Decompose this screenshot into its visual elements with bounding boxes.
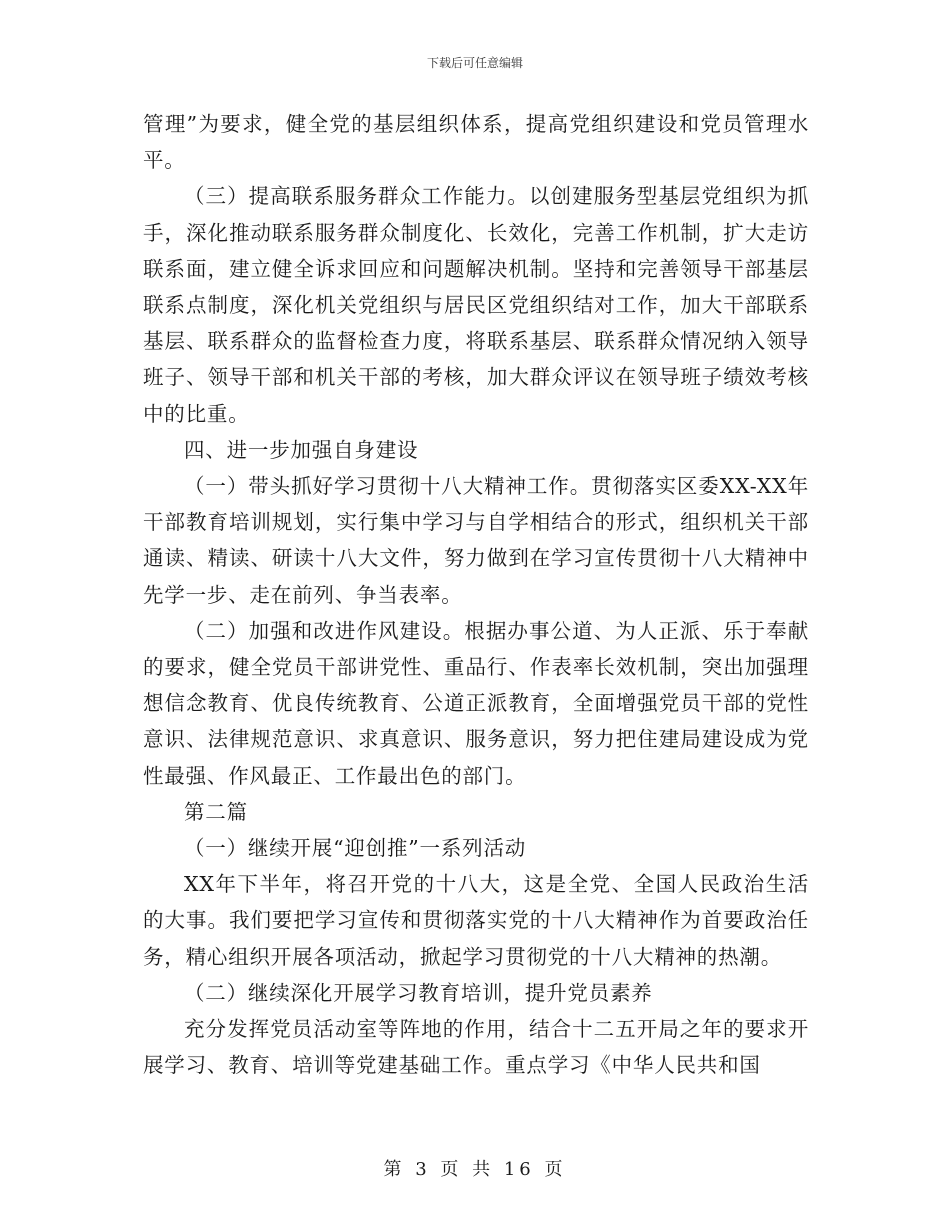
paragraph: XX年下半年，将召开党的十八大，这是全党、全国人民政治生活的大事。我们要把学习宣传和贯彻落实党的十八大精神作为首要政治任务，精心组织开展各项活动，掀起学习贯彻党的十八大精神的热潮。 — [143, 872, 809, 969]
paragraph: 充分发挥党员活动室等阵地的作用，结合十二五开局之年的要求开展学习、教育、培训等党建基础工作。重点学习《中华人民共和国 — [143, 1017, 809, 1078]
paragraph: 管理”为要求，健全党的基层组织体系，提高党组织建设和党员管理水平。 — [143, 112, 809, 173]
paragraph: （一）带头抓好学习贯彻十八大精神工作。贯彻落实区委XX-XX年干部教育培训规划，实行集中学习与自学相结合的形式，组织机关干部通读、精读、研读十八大文件，努力做到在学习宣传贯彻十八大精神中先学一步、走在前列、争当表率。 — [143, 474, 809, 607]
section-heading: 第二篇 — [184, 799, 248, 824]
section-heading: （一）继续开展“迎创推”一系列活动 — [184, 836, 527, 861]
page-header: 下载后可任意编辑 — [426, 56, 523, 70]
paragraph: （二）加强和改进作风建设。根据办事公道、为人正派、乐于奉献的要求，健全党员干部讲党性、重品行、作表率长效机制，突出加强理想信念教育、优良传统教育、公道正派教育，全面增强党员干部的党性意识、法律规范意识、求真意识、服务意识，努力把住建局建设成为党性最强、作风最正、工作最出色的部门。 — [143, 618, 809, 788]
page-footer: 第 3 页 共 16 页 — [383, 1159, 567, 1180]
document-body — [143, 106, 809, 1083]
section-heading: 四、进一步加强自身建设 — [184, 437, 419, 462]
paragraph: （三）提高联系服务群众工作能力。以创建服务型基层党组织为抓手，深化推动联系服务群众制度化、长效化，完善工作机制，扩大走访联系面，建立健全诉求回应和问题解决机制。坚持和完善领导干部基层联系点制度，深化机关党组织与居民区党组织结对工作，加大干部联系基层、联系群众的监督检查力度，将联系基层、联系群众情况纳入领导班子、领导干部和机关干部的考核，加大群众评议在领导班子绩效考核中的比重。 — [143, 184, 809, 426]
section-heading: （二）继续深化开展学习教育培训，提升党员素养 — [184, 980, 653, 1005]
